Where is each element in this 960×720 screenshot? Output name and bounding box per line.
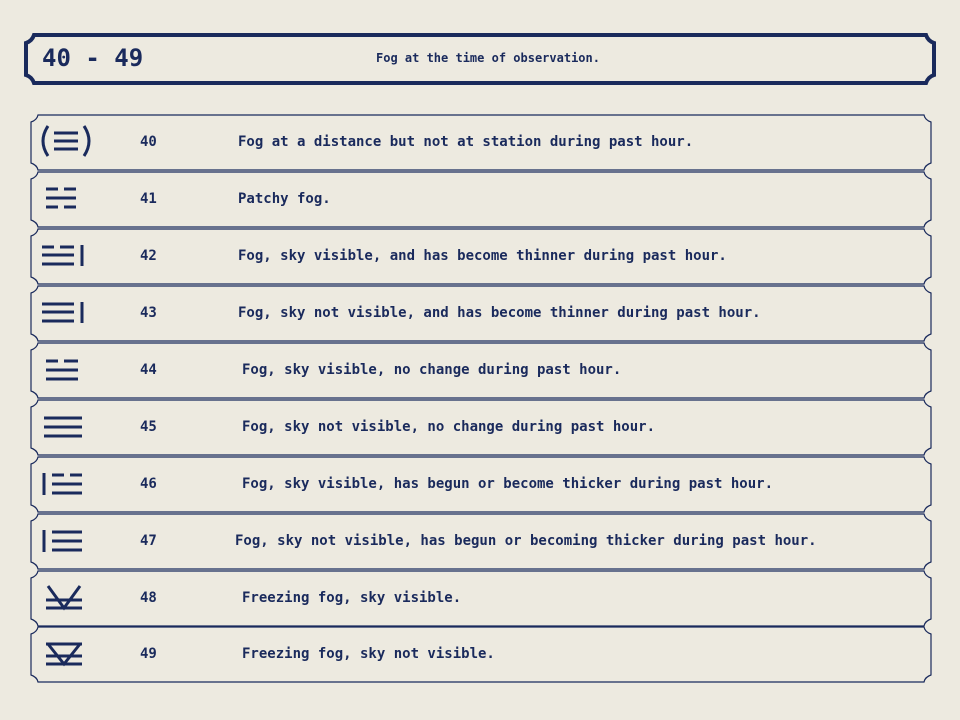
row-description: Fog, sky visible, no change during past hour.: [242, 362, 622, 378]
row-code: 42: [140, 248, 157, 264]
row-code: 45: [140, 419, 157, 435]
row-description: Fog, sky not visible, no change during past hour.: [242, 419, 656, 435]
row-code: 44: [140, 362, 157, 378]
row-code: 48: [140, 590, 157, 606]
row-description: Fog at a distance but not at station during past hour.: [238, 134, 694, 150]
fog-sky-visible-no-change-icon: [38, 350, 94, 390]
fog-sky-not-visible-thinner-icon: [38, 293, 94, 333]
header-panel: [24, 33, 936, 85]
table-row: [30, 285, 932, 341]
table-row: [30, 456, 932, 512]
row-description: Fog, sky not visible, and has become thinner during past hour.: [238, 305, 761, 321]
fog-sky-visible-thinner-icon: [38, 236, 94, 276]
table-row: [30, 171, 932, 227]
freezing-fog-sky-visible-icon: [38, 578, 94, 618]
fog-distance-icon: [38, 122, 94, 162]
row-code: 43: [140, 305, 157, 321]
table-row: [30, 513, 932, 569]
row-code: 41: [140, 191, 157, 207]
row-code: 40: [140, 134, 157, 150]
row-description: Freezing fog, sky not visible.: [242, 646, 495, 662]
table-row: [30, 342, 932, 398]
patchy-fog-icon: [38, 179, 94, 219]
fog-sky-visible-thicker-icon: [38, 464, 94, 504]
row-description: Patchy fog.: [238, 191, 331, 207]
table-row: [30, 114, 932, 170]
table-row: [30, 626, 932, 682]
table-row: [30, 228, 932, 284]
fog-sky-not-visible-no-change-icon: [38, 407, 94, 447]
freezing-fog-sky-not-visible-icon: [38, 634, 94, 674]
fog-sky-not-visible-thicker-icon: [38, 521, 94, 561]
row-code: 47: [140, 533, 157, 549]
row-frame: [30, 570, 932, 628]
row-code: 46: [140, 476, 157, 492]
header-code-range: 40 - 49: [42, 44, 144, 72]
row-description: Fog, sky visible, and has become thinner during past hour.: [238, 248, 727, 264]
table-row: [30, 570, 932, 626]
row-frame: [30, 171, 932, 229]
row-description: Freezing fog, sky visible.: [242, 590, 462, 606]
table-row: [30, 399, 932, 455]
row-description: Fog, sky not visible, has begun or becoming thicker during past hour.: [235, 533, 817, 549]
header-title: Fog at the time of observation.: [376, 51, 600, 65]
row-code: 49: [140, 646, 157, 662]
row-description: Fog, sky visible, has begun or become thicker during past hour.: [242, 476, 774, 492]
